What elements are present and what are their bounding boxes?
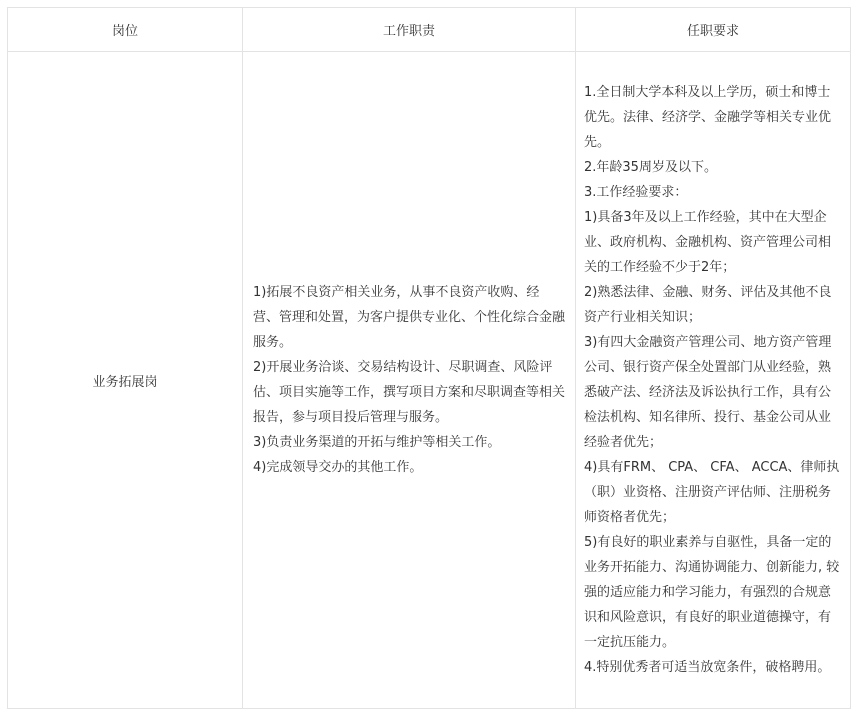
job-description-table bbox=[7, 7, 851, 709]
position-name: 业务拓展岗 bbox=[92, 374, 158, 390]
requirement-item: 4.特别优秀者可适当放宽条件，破格聘用。 bbox=[584, 660, 831, 675]
header-position: 岗位 bbox=[8, 8, 243, 52]
duty-item: 1)拓展不良资产相关业务，从事不良资产收购、经营、管理和处置，为客户提供专业化、个性化综合金融服务。 bbox=[253, 285, 566, 350]
requirement-item: 1)具备3年及以上工作经验，其中在大型企业、政府机构、金融机构、资产管理公司相关的工作经验不少于2年； bbox=[584, 210, 832, 275]
requirements-cell bbox=[576, 52, 851, 709]
requirement-item: 2.年龄35周岁及以下。 bbox=[584, 160, 717, 175]
duties-cell bbox=[243, 52, 576, 709]
requirement-item: 5)有良好的职业素养与自驱性，具备一定的业务开拓能力、沟通协调能力、创新能力, 较强的适应能力和学习能力，有强烈的合规意识和风险意识，有良好的职业道德操守，有一定抗压能力。 bbox=[584, 535, 840, 650]
table-row bbox=[8, 52, 851, 709]
requirement-item: 3.工作经验要求： bbox=[584, 185, 688, 200]
header-requirements: 任职要求 bbox=[576, 8, 851, 52]
requirement-item: 2)熟悉法律、金融、财务、评估及其他不良资产行业相关知识； bbox=[584, 285, 832, 325]
duty-item: 4)完成领导交办的其他工作。 bbox=[253, 460, 423, 475]
table-header-row bbox=[8, 8, 851, 52]
position-cell bbox=[8, 52, 243, 709]
duty-item: 2)开展业务洽谈、交易结构设计、尽职调查、风险评估、项目实施等工作，撰写项目方案和尽职调查等相关报告，参与项目投后管理与服务。 bbox=[253, 360, 566, 425]
header-duties: 工作职责 bbox=[243, 8, 576, 52]
requirements-list bbox=[584, 80, 842, 680]
duties-list bbox=[253, 280, 565, 480]
requirement-item: 4)具有FRM、 CPA、 CFA、 ACCA、律师执（职）业资格、注册资产评估师、注册税务师资格者优先； bbox=[584, 460, 840, 525]
requirement-item: 1.全日制大学本科及以上学历，硕士和博士优先。法律、经济学、金融学等相关专业优先。 bbox=[584, 85, 832, 150]
duty-item: 3)负责业务渠道的开拓与维护等相关工作。 bbox=[253, 435, 501, 450]
requirement-item: 3)有四大金融资产管理公司、地方资产管理公司、银行资产保全处置部门从业经验，熟悉破产法、经济法及诉讼执行工作，具有公检法机构、知名律所、投行、基金公司从业经验者优先； bbox=[584, 335, 832, 450]
